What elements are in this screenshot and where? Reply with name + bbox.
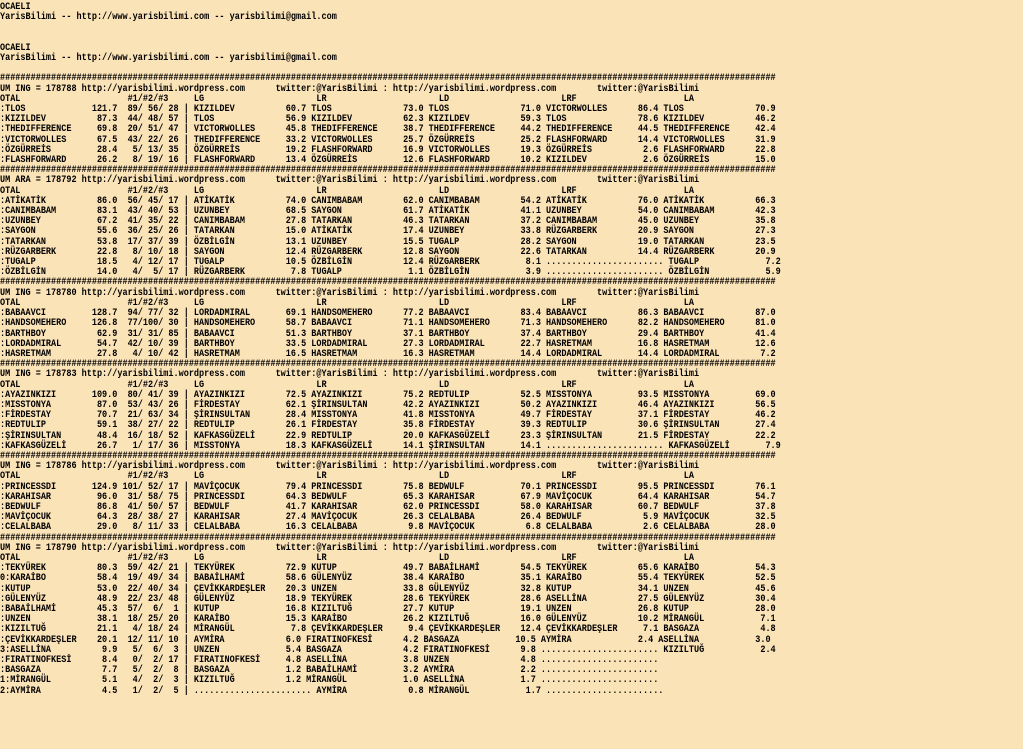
column-header-line: OTAL #1/#2/#3 LG LR LD LRF LA bbox=[0, 92, 695, 104]
result-row: :TLOS 121.7 89/ 56/ 28 | KIZILDEV 60.7 TLOS 73.0 TLOS 71.0 VICTORWOLLES 86.4 TLOS 70.9 bbox=[0, 103, 776, 115]
result-row: :ATİKATİK 86.0 56/ 45/ 17 | ATİKATİK 74.0 CANIMBABAM 62.0 CANIMBABAM 54.2 ATİKATİK 76.0 ATİKATİK 66.3 bbox=[0, 194, 776, 206]
race-header-line: UM ING = 178786 http://yarisbilimi.wordpress.com twitter:@YarisBilimi : http://yarisbilimi.wordpress.com twitter:@YarisBilimi bbox=[0, 460, 700, 472]
result-row: :KAFKASGÜZELİ 26.7 1/ 17/ 36 | MISSTONYA 18.3 KAFKASGÜZELİ 14.1 ŞİRINSULTAN 14.1 ....................... KAFKASGÜZELİ 7.9 bbox=[0, 439, 781, 451]
column-header-line: OTAL #1/#2/#3 LG LR LD LRF LA bbox=[0, 470, 695, 482]
result-row: :ŞİRINSULTAN 48.4 16/ 18/ 52 | KAFKASGÜZELİ 22.9 REDTULIP 20.0 KAFKASGÜZELİ 23.3 ŞİRINSULTAN 21.5 FİRDESTAY 22.2 bbox=[0, 429, 776, 441]
result-row: :VICTORWOLLES 67.5 43/ 22/ 26 | THEDIFFERENCE 33.2 VICTORWOLLES 25.7 ÖZGÜRREİS 25.2 FLASHFORWARD 14.4 VICTORWOLLES 31.9 bbox=[0, 133, 776, 145]
result-row: :UZUNBEY 67.2 41/ 35/ 22 | CANIMBABAM 27.8 TATARKAN 46.3 TATARKAN 37.2 CANIMBABAM 45.0 UZUNBEY 35.8 bbox=[0, 215, 776, 227]
race-header-line: UM ING = 178780 http://yarisbilimi.wordpress.com twitter:@YarisBilimi : http://yarisbilimi.wordpress.com twitter:@YarisBilimi bbox=[0, 286, 700, 298]
result-row: :BABAİLHAMİ 45.3 57/ 6/ 1 | KUTUP 16.8 KIZILTUĞ 27.7 KUTUP 19.1 UNZEN 26.8 KUTUP 28.0 bbox=[0, 602, 776, 614]
column-header-line: OTAL #1/#2/#3 LG LR LD LRF LA bbox=[0, 551, 695, 563]
column-header-line: OTAL #1/#2/#3 LG LR LD LRF LA bbox=[0, 296, 695, 308]
result-row: 3:ASELLİNA 9.9 5/ 6/ 3 | UNZEN 5.4 BASGAZA 4.2 FIRATINOFKESİ 9.8 ....................... KIZILTUĞ 2.4 bbox=[0, 643, 776, 655]
result-row: :CELALBABA 29.0 8/ 11/ 33 | CELALBABA 16.3 CELALBABA 9.8 MAVİÇOCUK 6.8 CELALBABA 2.6 CELALBABA 28.0 bbox=[0, 521, 776, 533]
result-row: :UNZEN 38.1 18/ 25/ 20 | KARAİBO 15.3 KARAİBO 26.2 KIZILTUĞ 16.0 GÜLENYÜZ 10.2 MİRANGÜL 7.1 bbox=[0, 613, 776, 625]
header-line: OCAELI bbox=[0, 1, 31, 12]
race-header-line: UM ING = 178783 http://yarisbilimi.wordpress.com twitter:@YarisBilimi : http://yarisbilimi.wordpress.com twitter:@YarisBilimi bbox=[0, 368, 700, 380]
race-header-line: UM ARA = 178792 http://yarisbilimi.wordpress.com twitter:@YarisBilimi : http://yarisbilimi.wordpress.com twitter:@YarisBilimi bbox=[0, 174, 700, 186]
result-row: :KIZILDEV 87.3 44/ 48/ 57 | TLOS 56.9 KIZILDEV 62.3 KIZILDEV 59.3 TLOS 78.6 KIZILDEV 46.2 bbox=[0, 113, 776, 125]
results-text bbox=[0, 2, 781, 696]
header-line: YarisBilimi -- http://www.yarisbilimi.com -- yarisbilimi@gmail.com bbox=[0, 52, 337, 64]
separator-line: ######################################################################################################################################################## bbox=[0, 358, 776, 370]
result-row: :AYAZINKIZI 109.0 80/ 41/ 39 | AYAZINKIZI 72.5 AYAZINKIZI 75.2 REDTULIP 52.5 MISSTONYA 93.5 MISSTONYA 69.0 bbox=[0, 388, 776, 400]
header-line: YarisBilimi -- http://www.yarisbilimi.com -- yarisbilimi@gmail.com bbox=[0, 11, 337, 23]
column-header-line: OTAL #1/#2/#3 LG LR LD LRF LA bbox=[0, 184, 695, 196]
result-row: :ÖZBİLGİN 14.0 4/ 5/ 17 | RÜZGARBERK 7.8 TUGALP 1.1 ÖZBİLGİN 3.9 ....................... ÖZBİLGİN 5.9 bbox=[0, 266, 781, 278]
result-row: :KIZILTUĞ 21.1 4/ 18/ 24 | MİRANGÜL 7.8 ÇEVİKKARDEŞLER 9.4 ÇEVİKKARDEŞLER 12.4 ÇEVİKKARDEŞLER 7.1 BASGAZA 4.8 bbox=[0, 623, 776, 635]
result-row: :BEDWULF 86.8 41/ 50/ 57 | BEDWULF 41.7 KARAHISAR 62.0 PRINCESSDI 58.0 KARAHISAR 60.7 BEDWULF 37.8 bbox=[0, 500, 776, 512]
result-row: 2:AYMİRA 4.5 1/ 2/ 5 | ....................... AYMİRA 0.8 MİRANGÜL 1.7 ....................... bbox=[0, 684, 664, 696]
result-row: :FLASHFORWARD 26.2 8/ 19/ 16 | FLASHFORWARD 13.4 ÖZGÜRREİS 12.6 FLASHFORWARD 10.2 KIZILDEV 2.6 ÖZGÜRREİS 15.0 bbox=[0, 154, 776, 166]
separator-line: ######################################################################################################################################################## bbox=[0, 276, 776, 288]
result-row: :BASGAZA 7.7 5/ 2/ 8 | BASGAZA 1.2 BABAİLHAMİ 3.2 AYMİRA 2.2 ....................... bbox=[0, 664, 659, 676]
result-row: :LORDADMIRAL 54.7 42/ 10/ 39 | BARTHBOY 33.5 LORDADMIRAL 27.3 LORDADMIRAL 22.7 HASRETMAM 16.8 HASRETMAM 12.6 bbox=[0, 337, 776, 349]
result-row: :MISSTONYA 87.0 53/ 43/ 26 | FİRDESTAY 62.1 ŞİRINSULTAN 42.2 AYAZINKIZI 50.2 AYAZINKIZI 46.4 AYAZINKIZI 56.5 bbox=[0, 398, 776, 410]
result-row: :HASRETMAM 27.8 4/ 10/ 42 | HASRETMAM 16.5 HASRETMAM 16.3 HASRETMAM 14.4 LORDADMIRAL 14.4 LORDADMIRAL 7.2 bbox=[0, 347, 776, 359]
result-row: :PRINCESSDI 124.9 101/ 52/ 17 | MAVİÇOCUK 79.4 PRINCESSDI 75.8 BEDWULF 70.1 PRINCESSDI 95.5 PRINCESSDI 76.1 bbox=[0, 480, 776, 492]
result-row: :SAYGON 55.6 36/ 25/ 26 | TATARKAN 15.0 ATİKATİK 17.4 UZUNBEY 33.8 RÜZGARBERK 20.9 SAYGON 27.3 bbox=[0, 225, 776, 237]
result-row: :HANDSOMEHERO 126.8 77/100/ 30 | HANDSOMEHERO 58.7 BABAAVCI 71.1 HANDSOMEHERO 71.3 HANDSOMEHERO 82.2 HANDSOMEHERO 81.0 bbox=[0, 317, 776, 329]
result-row: 1:MİRANGÜL 5.1 4/ 2/ 3 | KIZILTUĞ 1.2 MİRANGÜL 1.0 ASELLİNA 1.7 ....................... bbox=[0, 674, 659, 686]
separator-line: ######################################################################################################################################################## bbox=[0, 164, 776, 176]
result-row: :KARAHISAR 96.0 31/ 58/ 75 | PRINCESSDI 64.3 BEDWULF 65.3 KARAHISAR 67.9 MAVİÇOCUK 64.4 KARAHISAR 54.7 bbox=[0, 490, 776, 502]
result-row: :GÜLENYÜZ 48.9 22/ 23/ 48 | GÜLENYÜZ 18.9 TEKYÜREK 28.6 TEKYÜREK 28.6 ASELLİNA 27.5 GÜLENYÜZ 30.4 bbox=[0, 592, 776, 604]
separator-line: ######################################################################################################################################################## bbox=[0, 449, 776, 461]
result-row: :TATARKAN 53.8 17/ 37/ 39 | ÖZBİLGİN 13.1 UZUNBEY 15.5 TUGALP 28.2 SAYGON 19.0 TATARKAN 23.5 bbox=[0, 235, 776, 247]
result-row: :ÇEVİKKARDEŞLER 20.1 12/ 11/ 10 | AYMİRA 6.0 FIRATINOFKESİ 4.2 BASGAZA 10.5 AYMİRA 2.4 ASELLİNA 3.0 bbox=[0, 633, 771, 645]
result-row: 0:KARAİBO 58.4 19/ 49/ 34 | BABAİLHAMİ 58.6 GÜLENYÜZ 38.4 KARAİBO 35.1 KARAİBO 55.4 TEKYÜREK 52.5 bbox=[0, 572, 776, 584]
result-row: :FİRDESTAY 70.7 21/ 63/ 34 | ŞİRINSULTAN 28.4 MISSTONYA 41.8 MISSTONYA 49.7 FİRDESTAY 37.1 FİRDESTAY 46.2 bbox=[0, 409, 776, 421]
result-row: :RÜZGARBERK 22.8 8/ 10/ 18 | SAYGON 12.4 RÜZGARBERK 12.8 SAYGON 22.6 TATARKAN 14.4 RÜZGARBERK 20.9 bbox=[0, 245, 776, 257]
separator-line: ######################################################################################################################################################## bbox=[0, 531, 776, 543]
result-row: :THEDIFFERENCE 69.8 20/ 51/ 47 | VICTORWOLLES 45.8 THEDIFFERENCE 38.7 THEDIFFERENCE 44.2 THEDIFFERENCE 44.5 THEDIFFERENCE 42.4 bbox=[0, 123, 776, 135]
result-row: :FIRATINOFKESİ 8.4 0/ 2/ 17 | FIRATINOFKESİ 4.8 ASELLİNA 3.8 UNZEN 4.8 ....................... bbox=[0, 654, 659, 665]
result-row: :MAVİÇOCUK 64.3 28/ 38/ 27 | KARAHISAR 27.4 MAVİÇOCUK 26.3 CELALBABA 26.4 BEDWULF 5.9 MAVİÇOCUK 32.5 bbox=[0, 511, 776, 523]
result-row: :TEKYÜREK 80.3 59/ 42/ 21 | TEKYÜREK 72.9 KUTUP 49.7 BABAİLHAMİ 54.5 TEKYÜREK 65.6 KARAİBO 54.3 bbox=[0, 562, 776, 574]
race-header-line: UM ING = 178790 http://yarisbilimi.wordpress.com twitter:@YarisBilimi : http://yarisbilimi.wordpress.com twitter:@YarisBilimi bbox=[0, 541, 700, 553]
result-row: :ÖZGÜRREİS 28.4 5/ 13/ 35 | ÖZGÜRREİS 19.2 FLASHFORWARD 16.9 VICTORWOLLES 19.3 ÖZGÜRREİS 2.6 FLASHFORWARD 22.8 bbox=[0, 143, 776, 155]
result-row: :KUTUP 53.0 22/ 40/ 34 | ÇEVİKKARDEŞLER 20.3 UNZEN 33.8 GÜLENYÜZ 32.8 KUTUP 34.1 UNZEN 45.6 bbox=[0, 582, 776, 594]
header-line: OCAELI bbox=[0, 41, 31, 53]
column-header-line: OTAL #1/#2/#3 LG LR LD LRF LA bbox=[0, 378, 695, 390]
race-header-line: UM ING = 178788 http://yarisbilimi.wordpress.com twitter:@YarisBilimi : http://yarisbilimi.wordpress.com twitter:@YarisBilimi bbox=[0, 82, 700, 94]
separator-line: ######################################################################################################################################################## bbox=[0, 72, 776, 84]
result-row: :BABAAVCI 128.7 94/ 77/ 32 | LORDADMIRAL 69.1 HANDSOMEHERO 77.2 BABAAVCI 83.4 BABAAVCI 86.3 BABAAVCI 87.0 bbox=[0, 307, 776, 319]
result-row: :CANIMBABAM 83.1 43/ 40/ 53 | UZUNBEY 68.5 SAYGON 61.7 ATİKATİK 41.1 UZUNBEY 54.0 CANIMBABAM 42.3 bbox=[0, 205, 776, 217]
result-row: :TUGALP 18.5 4/ 12/ 17 | TUGALP 10.5 ÖZBİLGİN 12.4 RÜZGARBERK 8.1 ....................... TUGALP 7.2 bbox=[0, 256, 781, 268]
result-row: :REDTULIP 59.1 38/ 27/ 22 | REDTULIP 26.1 FİRDESTAY 35.8 FİRDESTAY 39.3 REDTULIP 30.6 ŞİRINSULTAN 27.4 bbox=[0, 419, 776, 431]
result-row: :BARTHBOY 62.9 31/ 31/ 85 | BABAAVCI 51.3 BARTHBOY 37.1 BARTHBOY 37.4 BARTHBOY 29.4 BARTHBOY 41.4 bbox=[0, 327, 776, 339]
